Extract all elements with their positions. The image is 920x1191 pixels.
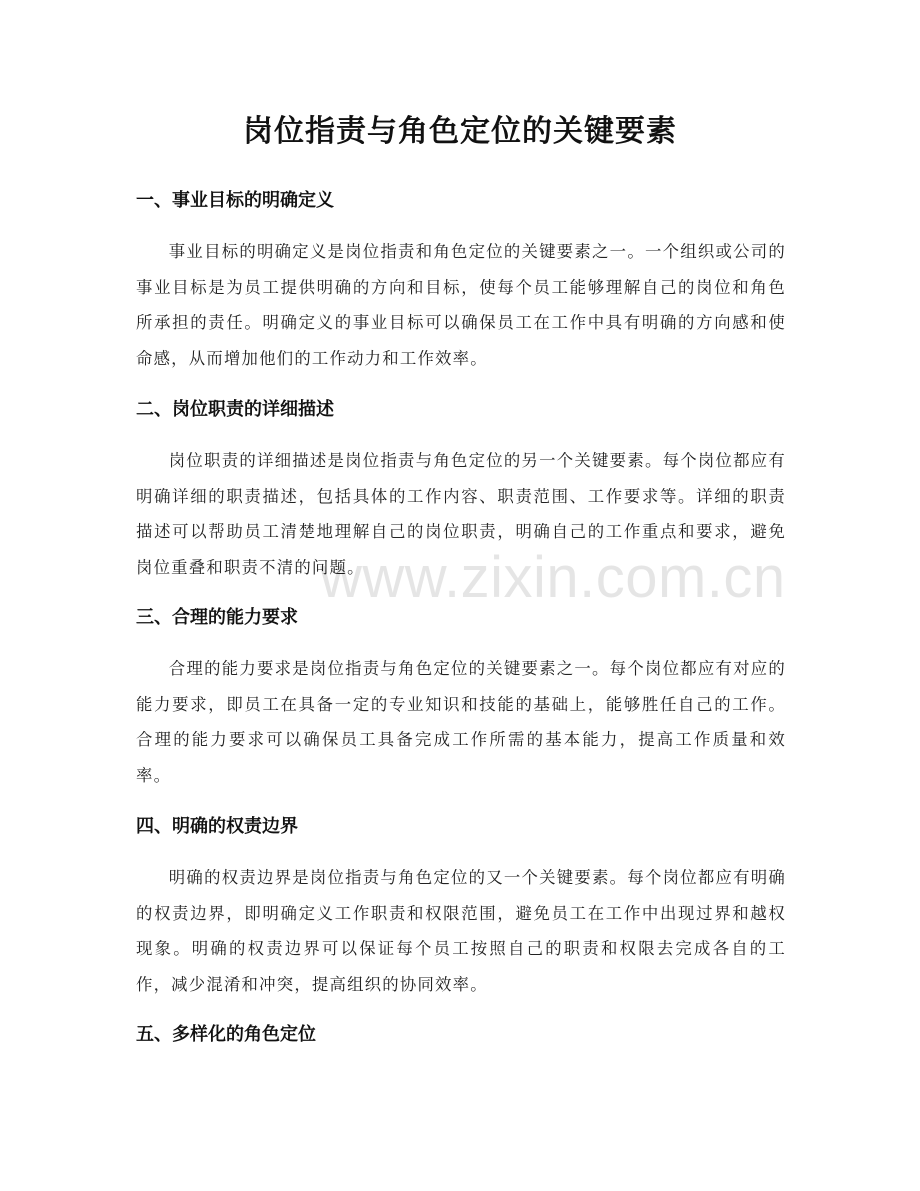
section-heading-4: 四、明确的权责边界 [136, 816, 298, 837]
section-body-1: 事业目标的明确定义是岗位指责和角色定位的关键要素之一。一个组织或公司的事业目标是为员工提供明确的方向和目标，使每个员工能够理解自己的岗位和角色所承担的责任。明确定义的事业目标可以确保员工在工作中具有明确的方向感和使命感，从而增加他们的工作动力和工作效率。 [136, 242, 786, 368]
section-heading-1: 一、事业目标的明确定义 [136, 190, 334, 211]
section-body-2: 岗位职责的详细描述是岗位指责与角色定位的另一个关键要素。每个岗位都应有明确详细的职责描述，包括具体的工作内容、职责范围、工作要求等。详细的职责描述可以帮助员工清楚地理解自己的岗位职责，明确自己的工作重点和要求，避免岗位重叠和职责不清的问题。 [136, 451, 786, 577]
section-body-3: 合理的能力要求是岗位指责与角色定位的关键要素之一。每个岗位都应有对应的能力要求，即员工在具备一定的专业知识和技能的基础上，能够胜任自己的工作。合理的能力要求可以确保员工具备完成工作所需的基本能力，提高工作质量和效率。 [136, 659, 786, 785]
section-body-4: 明确的权责边界是岗位指责与角色定位的又一个关键要素。每个岗位都应有明确的权责边界，即明确定义工作职责和权限范围，避免员工在工作中出现过界和越权现象。明确的权责边界可以保证每个员工按照自己的职责和权限去完成各自的工作，减少混淆和冲突，提高组织的协同效率。 [136, 868, 786, 994]
watermark: www.zixin.com.cn [320, 545, 786, 610]
section-heading-5: 五、多样化的角色定位 [136, 1024, 316, 1045]
section-heading-2: 二、岗位职责的详细描述 [136, 399, 334, 420]
document-title: 岗位指责与角色定位的关键要素 [243, 114, 677, 149]
section-heading-3: 三、合理的能力要求 [136, 607, 298, 628]
